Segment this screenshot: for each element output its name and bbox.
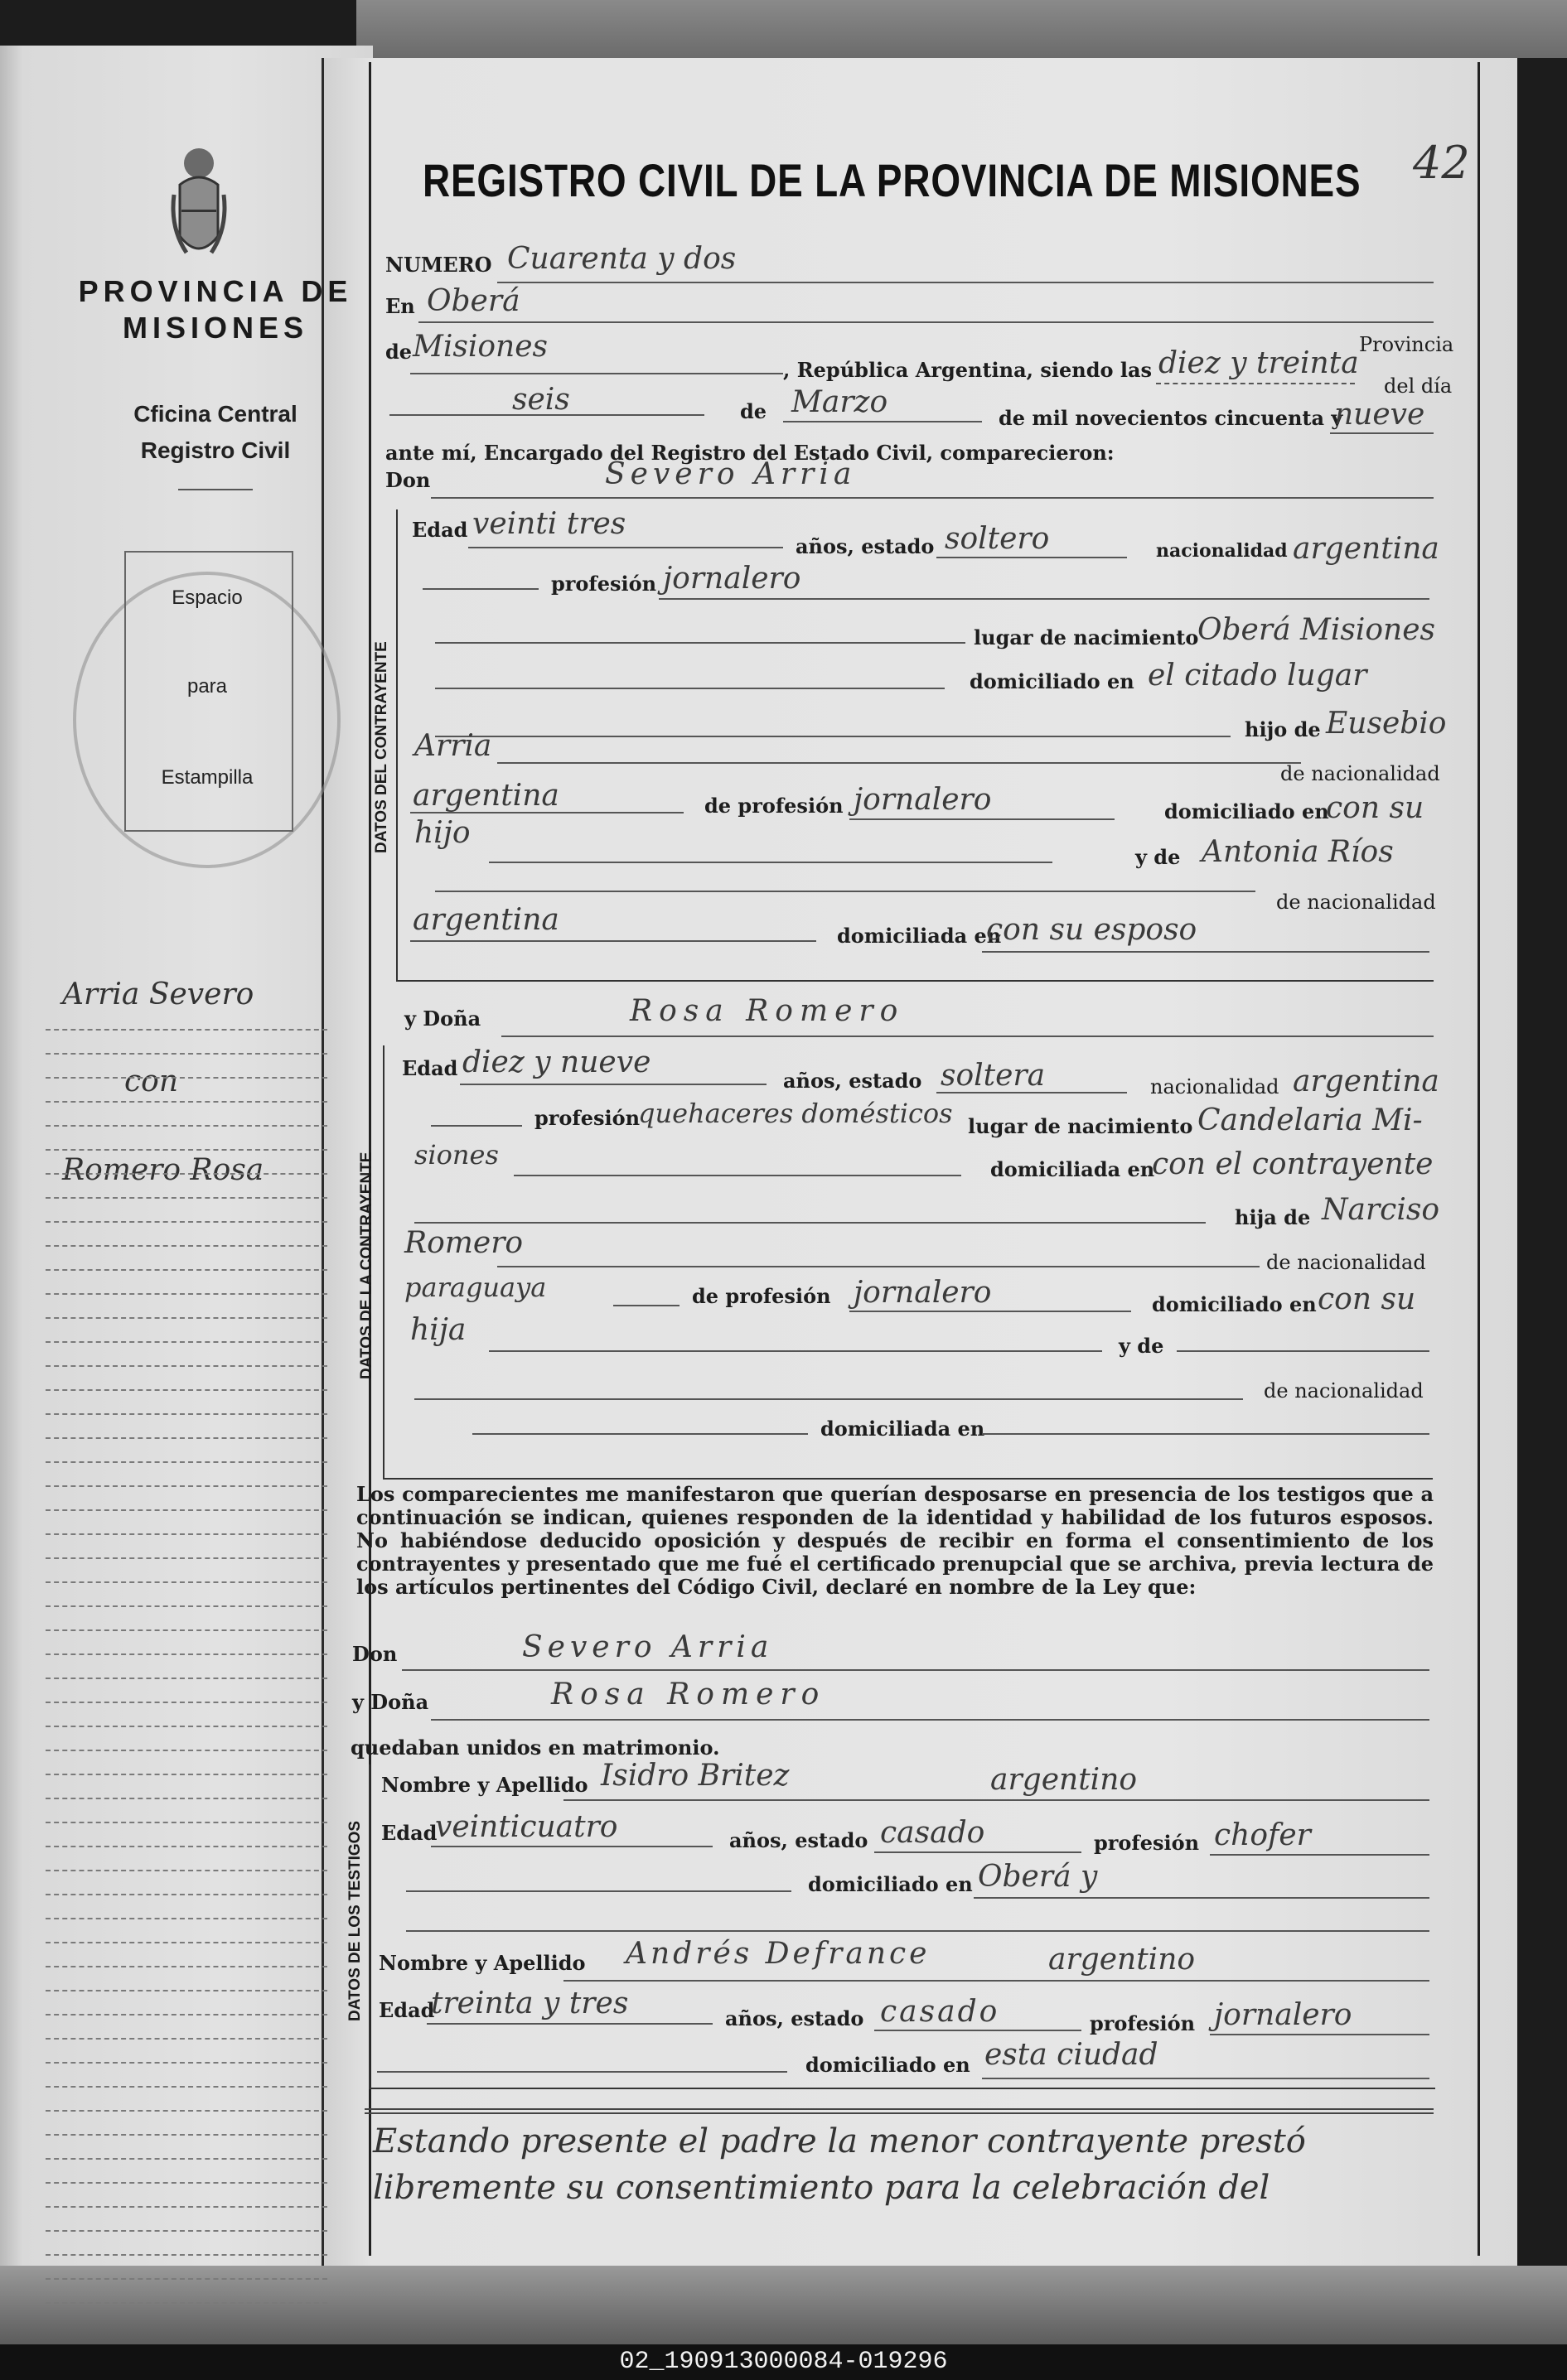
b-padre-nac-line [613,1305,680,1306]
coat-of-arms-icon [170,145,228,265]
en-label: En [385,294,415,318]
office-line-1: Cficina Central [133,401,297,427]
b-y-de-label: y de [1119,1334,1164,1358]
c-madre-dom-line [982,951,1429,953]
dona-line [501,1036,1434,1037]
b-padre-value-a: Narciso [1322,1193,1439,1227]
b-nacionalidad-value: argentina [1293,1064,1439,1098]
declaration-paragraph: Los comparecientes me manifestaron que querían desposarse en presencia de los testigos que a continuación se indican, quienes responden de la identidad y habilidad de los futuros esposos. No habiéndose deducido oposición y después de recibir en forma el consentimiento de los contrayentes y presentado que me fué el certificado prenupcial que se archiva, previa lectura de los artículos pertinentes del Código Civil, declaré en nombre de la Ley que: [356,1482,1434,1599]
b-edad-value: diez y nueve [462,1045,651,1079]
t1-nombre-line [563,1799,1429,1801]
mes-line [783,421,982,422]
t1-estado-value: casado [880,1816,985,1850]
t1-profesion-line [1210,1854,1429,1856]
province-title: PROVINCIA DE MISIONES [78,274,353,345]
b-estado-line [936,1092,1127,1093]
t1-anos-estado-label: años, estado [729,1828,868,1852]
t1-nombre-value: Isidro Britez [601,1759,790,1793]
note-top-rule [365,2108,1434,2114]
footer-note-line-2: libremente su consentimiento para la celebración del [373,2169,1270,2207]
b-edad-line [460,1084,767,1085]
decl-don-value: Severo Arria [522,1630,774,1664]
b-padre-prof-value: jornalero [854,1276,992,1310]
b-profesion-value: quehaceres domésticos [638,1098,953,1129]
c-madre-nac-value: argentina [413,903,559,937]
t1-dom-label: domiciliado en [808,1872,973,1896]
b-profesion-label: profesión [534,1106,641,1130]
t1-estado-line [874,1851,1081,1853]
t1-dom-lead-line [406,1890,791,1892]
c-dom-lead-line [435,688,945,689]
t1-edad-line [431,1846,713,1847]
c-estado-line [936,557,1127,558]
t1-edad-value: veinticuatro [435,1810,618,1844]
c-madre-value: Antonia Ríos [1202,835,1394,869]
book-top-edge [356,0,1567,58]
c-madre-nac-label: de nacionalidad [1276,891,1436,914]
office-line-2: Registro Civil [140,437,291,463]
decl-dona-line [431,1719,1429,1721]
c-padre-dom-value-b: hijo [414,816,471,850]
anio-text: de mil novecientos cincuenta y [999,406,1343,430]
t2-nombre-line [563,1980,1429,1982]
b-prof-lead-line [431,1125,522,1127]
b-hija-de-label: hija de [1235,1205,1311,1229]
dona-label: y Doña [404,1007,481,1031]
margin-note-groom: Arria Severo [62,978,254,1011]
c-hijo-lead-line [435,736,1231,737]
c-nacionalidad-label: nacionalidad [1156,540,1288,562]
contrayente-section-label: DATOS DEL CONTRAYENTE [373,641,390,853]
b-madre-nac-lead-line [414,1398,1243,1400]
c-padre-dom-label: domiciliado en [1164,799,1329,823]
c-domiciliado-label: domiciliado en [970,669,1134,693]
don-value: Severo Arria [605,457,857,491]
anio-line [1330,432,1434,434]
b-anos-estado-label: años, estado [783,1069,922,1093]
t2-nombre-extra: argentino [1048,1943,1196,1977]
c-edad-label: Edad [412,518,468,542]
t2-dom-value: esta ciudad [984,2038,1158,2072]
de-value: Misiones [413,330,549,364]
dia-value: seis [512,383,570,417]
republica-text: , República Argentina, siendo las [783,358,1153,382]
b-lugar-line [514,1175,961,1176]
decl-don-label: Don [352,1642,398,1666]
decl-dona-label: y Doña [352,1690,429,1714]
en-line [418,321,1434,323]
b-estado-value: soltera [941,1059,1046,1093]
c-de-profesion-label: de profesión [704,794,844,818]
t1-profesion-value: chofer [1214,1818,1311,1852]
decl-dona-value: Rosa Romero [551,1678,826,1711]
numero-line [497,282,1434,283]
t2-anos-estado-label: años, estado [725,2006,864,2030]
dona-value: Rosa Romero [630,994,905,1028]
b-madre-dom-line [982,1433,1429,1435]
t1-dom-value: Oberá y [978,1860,1098,1894]
b-padre-dom-value-a: con su [1318,1282,1416,1316]
office-name [99,396,331,469]
c-madre-dom-label: domiciliada en [837,924,1002,948]
b-nacionalidad-label: nacionalidad [1150,1075,1279,1098]
anio-value: nueve [1334,398,1425,432]
t2-edad-label: Edad [379,1998,435,2022]
b-hija-lead-line [414,1222,1206,1224]
c-lugar-value: Oberá Misiones [1197,613,1435,647]
registry-title: REGISTRO CIVIL DE LA PROVINCIA DE MISIONES [423,154,1361,206]
c-padre-nac-value: argentina [413,779,559,813]
c-padre-prof-value: jornalero [854,783,992,817]
don-label: Don [385,468,431,492]
numero-value: Cuarenta y dos [507,242,737,276]
t2-estado-value: casado [880,1995,1000,2029]
del-dia-label: del día [1384,374,1453,398]
stamp-label-estampilla: Estampilla [161,766,254,789]
t2-estado-line [874,2030,1081,2031]
t2-profesion-line [1210,2034,1429,2035]
c-nacionalidad-value: argentina [1293,532,1439,566]
c-lugar-lead-line [435,642,965,644]
t2-nombre-value: Andrés Defrance [626,1937,931,1971]
c-profesion-label: profesión [551,572,657,596]
c-de-nacionalidad-label: de nacionalidad [1280,762,1440,785]
c-lugar-label: lugar de nacimiento [974,625,1199,649]
numero-label: NUMERO [385,253,492,277]
don-line [431,497,1434,499]
c-domiciliado-value: el citado lugar [1148,659,1367,693]
c-edad-value: veinti tres [472,507,626,541]
c-padre-value-b: Arria [414,729,492,763]
contrayenta-section-label: DATOS DE LA CONTRAYENTE [358,1151,375,1379]
t1-edad-label: Edad [381,1821,438,1845]
de-label: de [385,340,413,364]
c-madre-nac-line [410,940,816,942]
b-lugar-value-a: Candelaria Mi- [1197,1103,1423,1137]
b-madre-nac-label: de nacionalidad [1264,1379,1424,1402]
en-value: Oberá [427,284,520,318]
testigos-section-label: DATOS DE LOS TESTIGOS [346,1820,364,2021]
provincia-label: Provincia [1359,333,1454,356]
b-padre-dom-value-b: hija [410,1313,467,1347]
b-lugar-label: lugar de nacimiento [968,1114,1193,1138]
stamp-label-para: para [186,675,228,698]
c-padre-value-a: Eusebio [1326,707,1447,741]
b-de-nacionalidad-label: de nacionalidad [1266,1251,1426,1274]
b-madre-dom-label: domiciliada en [820,1417,985,1441]
decl-don-line [402,1669,1429,1671]
image-caption: 02_190913000084-019296 [0,2344,1567,2380]
t1-profesion-label: profesión [1094,1831,1200,1855]
margin-note-con: con [124,1064,179,1098]
de-line [410,373,783,374]
c-padre-nac-line [410,812,684,813]
ante-text: ante mí, Encargado del Registro del Estado Civil, comparecieron: [385,441,1115,465]
b-madre-dom-lead-line [472,1433,808,1435]
de-mes-label: de [740,399,767,423]
b-domiciliada-label: domiciliada en [990,1157,1155,1181]
c-padre-dom-line [489,862,1052,863]
b-padre-value-b: Romero [404,1226,524,1260]
t2-nombre-label: Nombre y Apellido [379,1951,586,1975]
t1-nombre-label: Nombre y Apellido [381,1773,588,1797]
t1-dom-line [974,1897,1429,1899]
t2-dom-label: domiciliado en [805,2053,970,2077]
stamp-label-espacio: Espacio [172,587,243,609]
dia-line [389,414,704,416]
hora-value: diez y treinta [1158,346,1359,380]
b-padre-dom-label: domiciliado en [1152,1292,1317,1316]
c-profesion-value: jornalero [663,562,801,596]
c-edad-line [468,547,783,548]
c-prof-lead-line [423,588,539,590]
b-madre-line [1177,1350,1429,1352]
c-hijo-de-label: hijo de [1245,717,1321,741]
b-padre-nac-value: paraguaya [404,1272,547,1303]
b-padre-line [497,1266,1260,1267]
mes-value: Marzo [791,385,888,419]
hora-line [1156,383,1355,384]
b-padre-prof-line [849,1311,1131,1312]
t2-dom-line [982,2078,1429,2079]
folio-number: 42 [1413,137,1470,189]
c-padre-line [497,762,1301,764]
c-padre-prof-line [849,818,1115,820]
c-estado-value: soltero [945,522,1050,556]
c-padre-dom-value-a: con su [1326,791,1424,825]
t2-dom-lead-line [377,2071,787,2073]
c-anos-estado-label: años, estado [796,534,935,558]
t2-profesion-value: jornalero [1214,1998,1352,2032]
t2-edad-value: treinta y tres [431,1987,629,2020]
t2-profesion-label: profesión [1090,2011,1196,2035]
t2-edad-line [427,2023,713,2025]
t-separator [406,1930,1429,1932]
divider [178,489,253,490]
c-madre-line [435,891,1255,892]
b-padre-dom-line [489,1350,1102,1352]
c-y-de-label: y de [1135,845,1181,869]
b-edad-label: Edad [402,1056,458,1080]
b-lugar-value-b: siones [414,1139,499,1171]
quedaban-text: quedaban unidos en matrimonio. [351,1736,720,1760]
footer-note-line-1: Estando presente el padre la menor contrayente prestó [373,2122,1306,2160]
c-profesion-line [659,598,1429,600]
margin-note-bride: Romero Rosa [62,1153,264,1187]
c-madre-dom-value: con su esposo [986,913,1197,947]
b-domiciliada-value: con el contrayente [1152,1147,1434,1181]
margin-ruled-lines [46,1007,327,2224]
t1-nombre-extra: argentino [990,1763,1138,1797]
b-de-profesion-label: de profesión [692,1284,831,1308]
